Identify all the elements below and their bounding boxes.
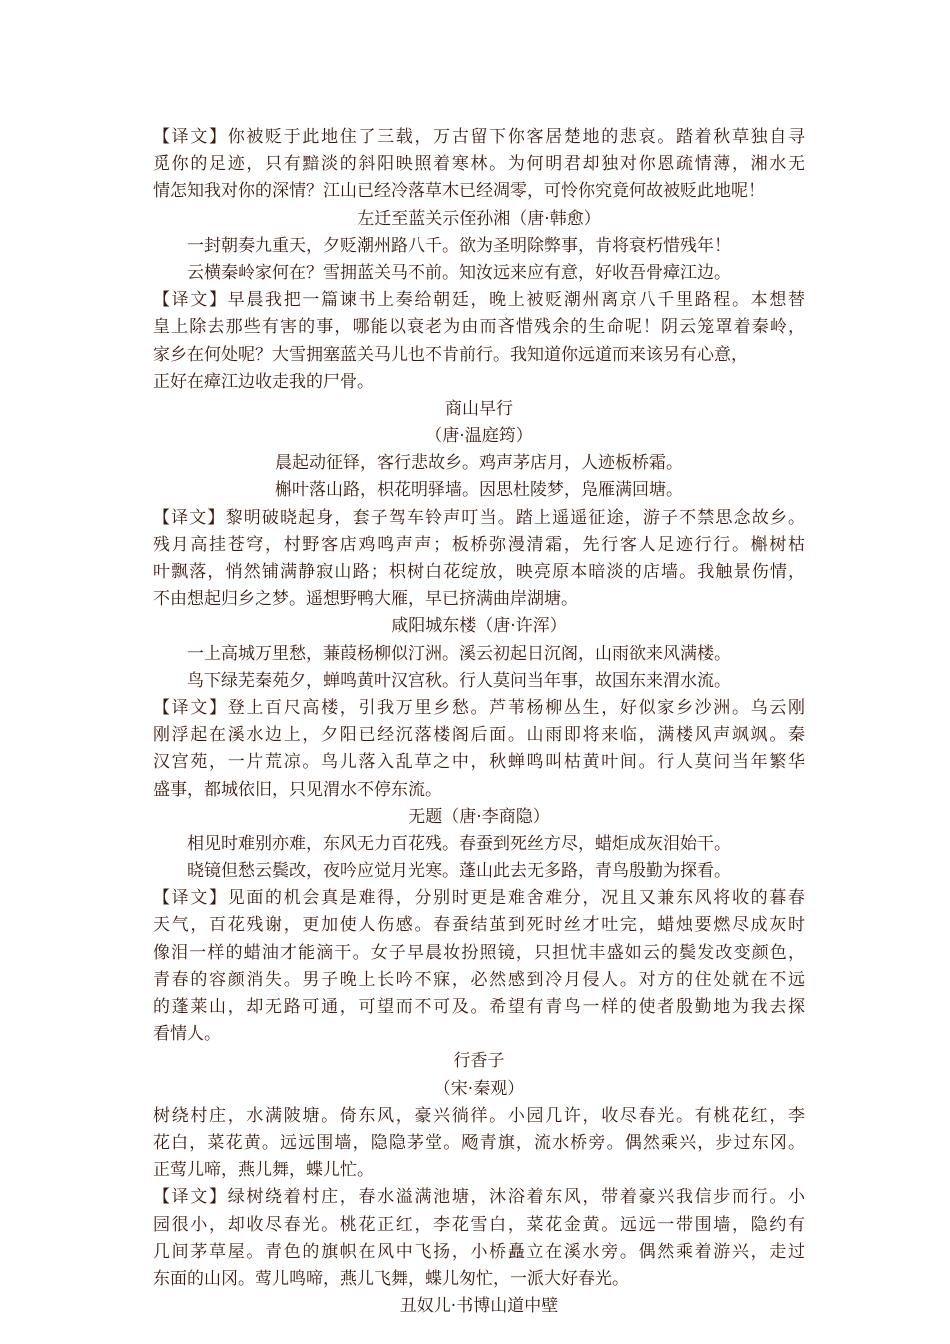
poem-title: 咸阳城东楼（唐·许浑） <box>391 616 567 637</box>
poem-title: 商山早行 <box>445 398 513 419</box>
translation-line: 皇上除去那些有害的事，哪能以衰老为由而吝惜残余的生命呢！阴云笼罩着秦岭， <box>153 317 805 338</box>
poem-line: 鸟下绿芜秦苑夕，蝉鸣黄叶汉宫秋。行人莫问当年事，故国东来渭水流。 <box>187 670 731 691</box>
poem-title: 行香子 <box>453 1051 505 1072</box>
poem-line: 一上高城万里愁，蒹葭杨柳似汀洲。溪云初起日沉阁，山雨欲来风满楼。 <box>187 643 731 664</box>
poem-title: 丑奴儿·书博山道中壁 <box>399 1296 559 1317</box>
poem-title: 无题（唐·李商隐） <box>408 806 550 827</box>
poem-author: （宋·秦观） <box>433 1078 525 1099</box>
poem-line: 晓镜但愁云鬓改，夜吟应觉月光寒。蓬山此去无多路，青鸟殷勤为探看。 <box>187 861 731 882</box>
translation-line: 的蓬莱山，却无路可通，可望而不可及。希望有青鸟一样的使者殷勤地为我去探 <box>153 997 805 1017</box>
translation-line: 【译文】黎明破晓起身，套子驾车铃声叮当。踏上遥遥征途，游子不禁思念故乡。 <box>153 507 805 528</box>
translation-line: 【译文】早晨我把一篇谏书上奏给朝廷，晚上被贬潮州离京八千里路程。本想替 <box>153 290 805 311</box>
translation-line: 家乡在何处呢？大雪拥塞蓝关马儿也不肯前行。我知道你远道而来该另有心意， <box>153 344 748 365</box>
translation-line: 【译文】你被贬于此地住了三载，万古留下你客居楚地的悲哀。踏着秋草独自寻 <box>153 127 805 147</box>
poem-line: 相见时难别亦难，东风无力百花残。春蚕到死丝方尽，蜡炬成灰泪始干。 <box>187 833 731 854</box>
translation-line: 【译文】绿树绕着村庄，春水溢满池塘，沐浴着东风，带着豪兴我信步而行。小 <box>153 1187 805 1208</box>
translation-line: 东面的山冈。莺儿鸣啼，燕儿飞舞，蝶儿匆忙，一派大好春光。 <box>153 1268 629 1289</box>
poem-title: 左迁至蓝关示侄孙湘（唐·韩愈） <box>357 208 601 229</box>
poem-line: 云横秦岭家何在？雪拥蓝关马不前。知汝远来应有意，好收吾骨瘴江边。 <box>187 262 731 283</box>
translation-line: 刚浮起在溪水边上，夕阳已经沉落楼阁后面。山雨即将来临，满楼风声飒飒。秦 <box>153 725 805 746</box>
translation-line: 【译文】见面的机会真是难得，分别时更是难舍难分，况且又兼东风将收的暮春 <box>153 888 805 909</box>
translation-line: 天气，百花残谢，更加使人伤感。春蚕结茧到死时丝才吐完，蜡烛要燃尽成灰时 <box>153 915 805 936</box>
poem-line: 花白，菜花黄。远远围墙，隐隐茅堂。飏青旗，流水桥旁。偶然乘兴，步过东冈。 <box>153 1132 805 1153</box>
translation-line: 不由想起归乡之梦。遥想野鸭大雁，早已挤满曲岸湖塘。 <box>153 589 578 610</box>
translation-line: 园很小，却收尽春光。桃花正红，李花雪白，菜花金黄。远远一带围墙，隐约有 <box>153 1214 805 1235</box>
translation-line: 觅你的足迹，只有黯淡的斜阳映照着寒林。为何明君却独对你恩疏情薄，湘水无 <box>153 154 805 175</box>
translation-line: 像泪一样的蜡油才能滴干。女子早晨妆扮照镜，只担忧丰盛如云的鬓发改变颜色， <box>153 942 805 963</box>
translation-line: 盛事，都城依旧，只见渭水不停东流。 <box>153 779 442 800</box>
translation-line: 残月高挂苍穹，村野客店鸡鸣声声；板桥弥漫清霜，先行客人足迹行行。槲树枯 <box>153 534 805 555</box>
poem-line: 晨起动征铎，客行悲故乡。鸡声茅店月，人迹板桥霜。 <box>275 453 683 474</box>
translation-line: 正好在瘴江边收走我的尸骨。 <box>153 371 374 392</box>
poem-line: 树绕村庄，水满陂塘。倚东风，豪兴徜徉。小园几许，收尽春光。有桃花红，李 <box>153 1105 805 1126</box>
translation-line: 【译文】登上百尺高楼，引我万里乡愁。芦苇杨柳丛生，好似家乡沙洲。乌云刚 <box>153 697 805 718</box>
translation-line: 汉宫苑，一片荒凉。鸟儿落入乱草之中，秋蝉鸣叫枯黄叶间。行人莫问当年繁华 <box>153 752 805 773</box>
document-body <box>153 124 805 1320</box>
poem-author: （唐·温庭筠） <box>425 426 533 447</box>
translation-line: 几间茅草屋。青色的旗帜在风中飞扬，小桥矗立在溪水旁。偶然乘着游兴，走过 <box>153 1241 805 1262</box>
poem-line: 正莺儿啼，燕儿舞，蝶儿忙。 <box>153 1160 374 1181</box>
poem-line: 一封朝奏九重天，夕贬潮州路八千。欲为圣明除弊事，肯将衰朽惜残年！ <box>187 235 731 256</box>
translation-line: 叶飘落，悄然铺满静寂山路；枳树白花绽放，映亮原本暗淡的店墙。我触景伤情， <box>153 562 805 582</box>
translation-line: 情怎知我对你的深情？江山已经冷落草木已经凋零，可怜你究竟何故被贬此地呢！ <box>153 181 765 202</box>
poem-line: 槲叶落山路，枳花明驿墙。因思杜陵梦，凫雁满回塘。 <box>275 480 683 501</box>
translation-line: 看情人。 <box>153 1024 221 1045</box>
translation-line: 青春的容颜消失。男子晚上长吟不寐，必然感到冷月侵人。对方的住处就在不远 <box>153 969 805 990</box>
